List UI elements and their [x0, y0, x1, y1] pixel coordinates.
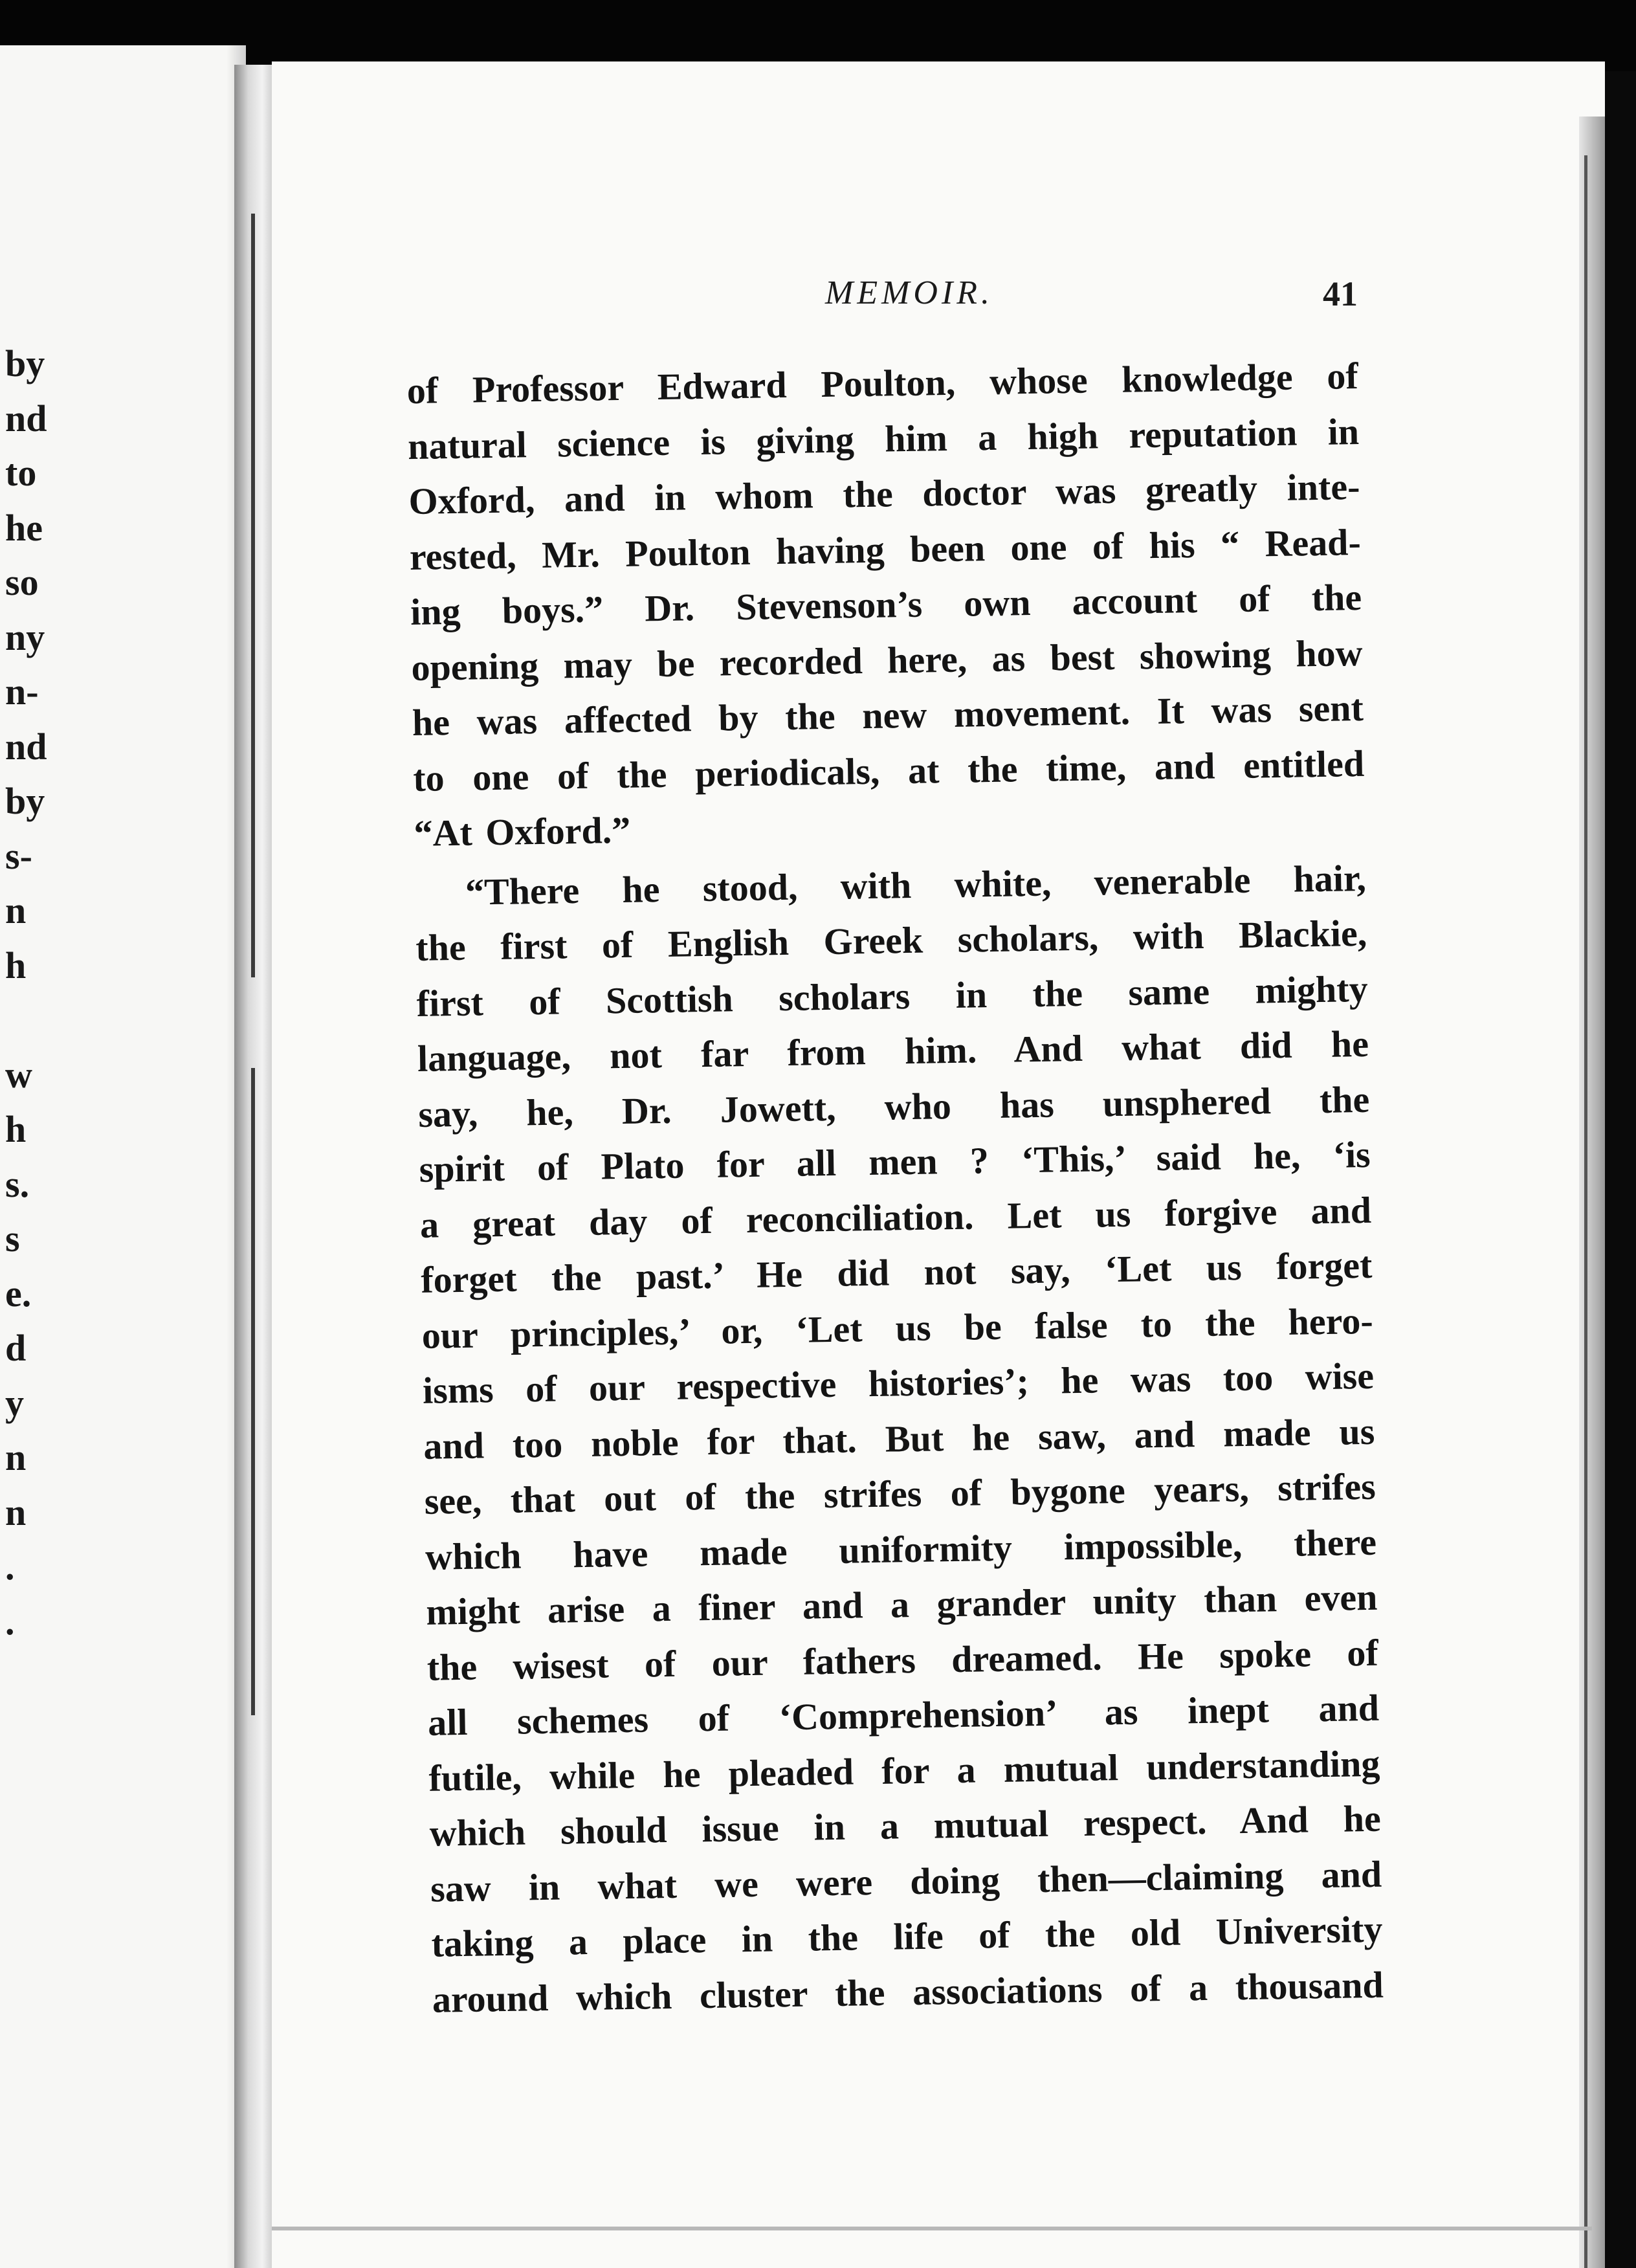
text-line: he was affected by the new movement. It was sent — [412, 686, 1364, 744]
text-line: which have made uniformity impossible, there — [425, 1520, 1377, 1578]
left-fragment-line: n — [5, 1491, 27, 1533]
left-fragment-line: nd — [5, 725, 47, 768]
text-line: the wisest of our fathers dreamed. He spoke of — [426, 1631, 1379, 1689]
text-line: natural science is giving him a high reputation in — [407, 410, 1360, 467]
left-page-text-fragments — [5, 337, 238, 1649]
left-fragment-line — [5, 993, 238, 1048]
text-line: ing boys.” Dr. Stevenson’s own account of the — [410, 575, 1362, 634]
left-fragment-line: . — [5, 1546, 15, 1588]
left-fragment-line: h — [5, 944, 27, 986]
text-line: futile, while he pleaded for a mutual understanding — [428, 1742, 1380, 1799]
text-line: around which cluster the associations of a thousand — [432, 1963, 1384, 2021]
left-fragment-line: s. — [5, 1162, 30, 1205]
left-fragment-line: so — [5, 561, 39, 603]
text-line: first of Scottish scholars in the same mighty — [416, 967, 1369, 1025]
left-fragment-line: ny — [5, 616, 45, 658]
text-line: rested, Mr. Poulton having been one of his “ Read- — [409, 520, 1362, 578]
text-line: language, not far from him. And what did he — [417, 1022, 1369, 1080]
text-line: saw in what we were doing then—claiming and — [430, 1852, 1382, 1910]
text-line: Oxford, and in whom the doctor was greatly inte- — [408, 465, 1360, 523]
text-line: of Professor Edward Poulton, whose knowledge of — [406, 354, 1359, 412]
text-line: forget the past.’ He did not say, ‘Let us forget — [420, 1243, 1373, 1301]
left-fragment-line: n — [5, 889, 27, 931]
left-fragment-line: w — [5, 1053, 32, 1096]
right-page-edge — [1579, 117, 1605, 2268]
left-fragment-line: s — [5, 1217, 20, 1260]
left-fragment-line: s- — [5, 834, 32, 877]
text-line: “There he stood, with white, venerable hair, — [465, 856, 1367, 913]
text-line: might arise a finer and a grander unity than even — [425, 1575, 1378, 1633]
text-line: all schemes of ‘Comprehension’ as inept and — [427, 1686, 1380, 1744]
page-number: 41 — [1323, 274, 1358, 313]
paragraph — [414, 850, 1384, 2027]
left-fragment-line: n- — [5, 671, 39, 713]
page-bottom-edge — [272, 2227, 1592, 2230]
text-line: taking a place in the life of the old University — [431, 1907, 1383, 1965]
text-line: opening may be recorded here, as best showing how — [411, 631, 1363, 689]
text-line: our principles,’ or, ‘Let us be false to the hero- — [421, 1299, 1374, 1357]
left-fragment-line: by — [5, 342, 45, 384]
text-line: and too noble for that. But he saw, and made us — [423, 1410, 1375, 1467]
running-head: MEMOIR. — [825, 274, 994, 311]
left-fragment-line: by — [5, 780, 45, 822]
gutter-crease-line — [251, 214, 255, 977]
text-line: the first of English Greek scholars, with Blackie, — [415, 911, 1367, 969]
text-line: see, that out of the strifes of bygone years, strifes — [424, 1465, 1376, 1522]
paragraph — [406, 348, 1365, 861]
gutter-crease-line — [251, 1068, 255, 1715]
left-fragment-line: y — [5, 1381, 24, 1424]
text-line: isms of our respective histories’; he was too wise — [422, 1354, 1375, 1412]
text-line: a great day of reconciliation. Let us forgive and — [419, 1188, 1372, 1246]
body-text — [406, 348, 1384, 2027]
left-fragment-line: d — [5, 1327, 27, 1369]
left-fragment-line: n — [5, 1436, 27, 1478]
left-fragment-line: h — [5, 1108, 27, 1150]
text-line: to one of the periodicals, at the time, and entitled — [412, 742, 1365, 799]
right-page-edge-line — [1584, 155, 1587, 2268]
left-fragment-line: . — [5, 1600, 15, 1643]
left-fragment-line: he — [5, 506, 43, 549]
text-line: spirit of Plato for all men ? ‘This,’ said he, ‘is — [419, 1133, 1371, 1190]
text-line: say, he, Dr. Jowett, who has unsphered the — [417, 1078, 1370, 1135]
text-line: “At Oxford.” — [414, 808, 631, 854]
left-page-fragment — [0, 45, 246, 2268]
left-fragment-line: nd — [5, 397, 47, 439]
text-line: which should issue in a mutual respect. And he — [429, 1797, 1382, 1854]
left-fragment-line: to — [5, 452, 37, 494]
left-fragment-line: e. — [5, 1272, 32, 1315]
